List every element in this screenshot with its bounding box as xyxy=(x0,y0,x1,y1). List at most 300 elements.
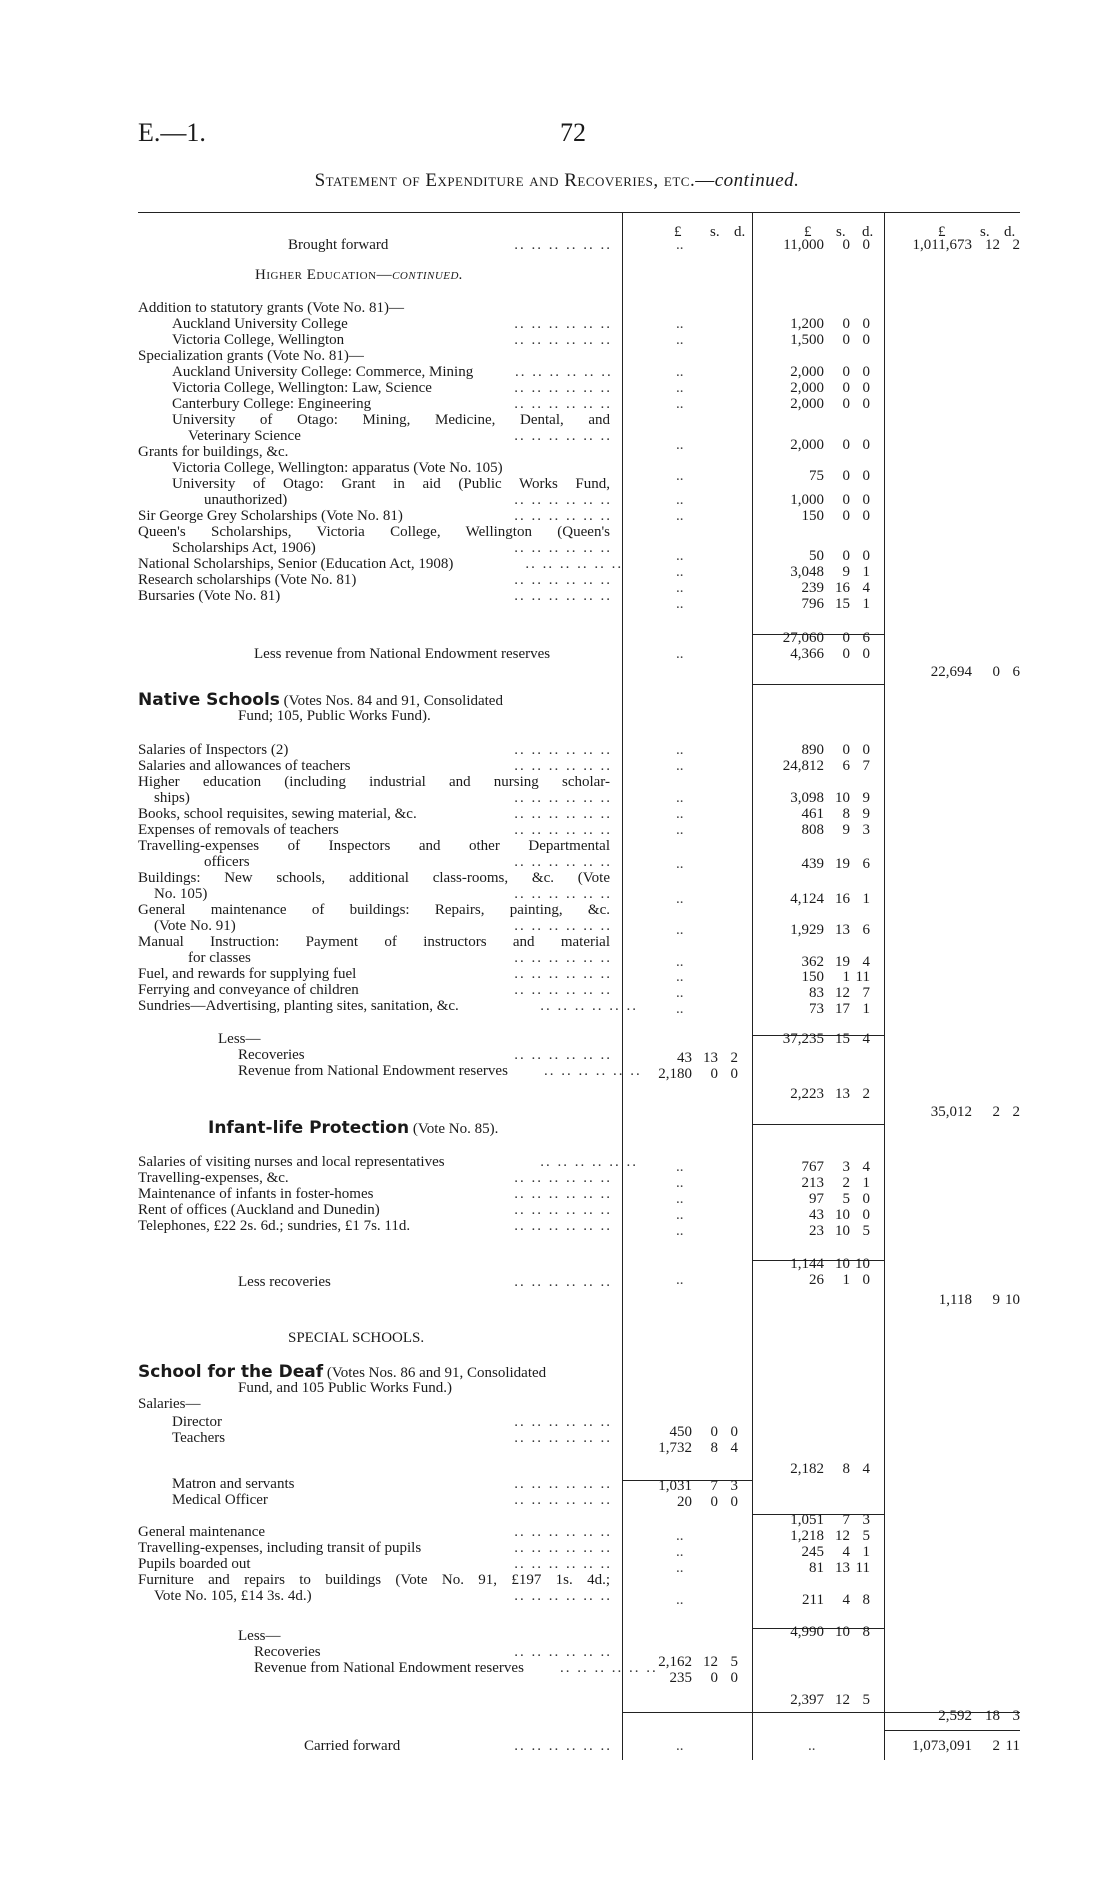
amount-pence: 7 xyxy=(862,758,870,774)
amount-shillings: 18 xyxy=(985,1708,1000,1724)
amount-pence: 11 xyxy=(855,1560,870,1576)
row-label xyxy=(138,1556,251,1573)
empty-col1-dots: .. xyxy=(676,891,684,907)
amount-pence: 9 xyxy=(862,806,870,822)
amount-shillings: 15 xyxy=(835,596,850,612)
row-label xyxy=(172,1430,225,1447)
amount-pounds: 1,118 xyxy=(938,1292,972,1308)
amount-pounds: 808 xyxy=(801,822,824,838)
empty-col1-dots: .. xyxy=(676,646,684,662)
amount-pounds: 97 xyxy=(809,1191,824,1207)
amount-shillings: 0 xyxy=(842,437,850,453)
row-label-text: Victoria College, Wellington: Law, Science xyxy=(172,380,432,396)
row-label xyxy=(138,1524,265,1541)
amount-pounds: 81 xyxy=(809,1560,824,1576)
dot-leader: .. .. .. .. .. .. xyxy=(514,1170,612,1186)
amount-shillings: 9 xyxy=(842,564,850,580)
row-label xyxy=(172,396,371,413)
statement-row xyxy=(0,1492,1114,1509)
amount-pence: 11 xyxy=(855,969,870,985)
amount-shillings: 19 xyxy=(835,856,850,872)
amount-pence: 5 xyxy=(862,1692,870,1708)
statement-row xyxy=(0,332,1114,349)
row-label-text: Revenue from National Endowment reserves xyxy=(238,1063,508,1079)
statement-row xyxy=(0,758,1114,775)
statement-row xyxy=(0,460,1114,477)
amount-pounds: 1,218 xyxy=(790,1528,824,1544)
amount-shillings: 4 xyxy=(842,1592,850,1608)
row-label xyxy=(188,950,251,967)
statement-row xyxy=(0,444,1114,461)
empty-col1-dots: .. xyxy=(676,1175,684,1191)
row-label-text: Research scholarships (Vote No. 81) xyxy=(138,572,357,588)
row-label xyxy=(154,886,207,903)
empty-col1-dots: .. xyxy=(676,380,684,396)
col2-pound-head: £ xyxy=(804,224,812,240)
dot-leader: .. .. .. .. .. .. xyxy=(515,364,613,380)
statement-row xyxy=(0,524,1114,541)
amount-pounds: 1,073,091 xyxy=(912,1738,972,1754)
dot-leader: .. .. .. .. .. .. xyxy=(514,1202,612,1218)
amount-shillings: 0 xyxy=(842,380,850,396)
dot-leader: .. .. .. .. .. .. xyxy=(514,1274,612,1290)
empty-col1-dots: .. xyxy=(676,237,684,253)
amount-shillings: 0 xyxy=(842,630,850,646)
row-label-text: Auckland University College xyxy=(172,316,348,332)
amount-shillings: 1 xyxy=(842,969,850,985)
amount-shillings: 12 xyxy=(985,237,1000,253)
amount-pence: 2 xyxy=(1012,1104,1020,1120)
amount-shillings: 10 xyxy=(835,1223,850,1239)
statement-row xyxy=(0,1476,1114,1493)
statement-row xyxy=(0,1170,1114,1187)
amount-shillings: 0 xyxy=(710,1670,718,1686)
empty-col1-dots: .. xyxy=(676,364,684,380)
amount-shillings: 10 xyxy=(835,1256,850,1272)
amount-pounds: 1,732 xyxy=(658,1440,692,1456)
amount-pence: 6 xyxy=(862,856,870,872)
amount-pounds: 26 xyxy=(809,1272,824,1288)
amount-pence: 1 xyxy=(862,1001,870,1017)
amount-shillings: 8 xyxy=(842,1461,850,1477)
total-rule xyxy=(884,1730,1020,1731)
row-label xyxy=(138,774,610,791)
statement-row xyxy=(0,982,1114,999)
row-label xyxy=(138,348,364,365)
empty-col1-dots: .. xyxy=(676,1272,684,1288)
row-label xyxy=(138,1572,610,1589)
statement-row xyxy=(0,1154,1114,1171)
empty-col1-dots: .. xyxy=(676,1560,684,1576)
row-label xyxy=(138,556,453,573)
dot-leader: .. .. .. .. .. .. xyxy=(514,316,612,332)
statement-row xyxy=(0,742,1114,759)
row-label xyxy=(138,822,339,839)
amount-pounds: 2,000 xyxy=(790,396,824,412)
row-label-text: Victoria College, Wellington: apparatus (Vote No. 105) xyxy=(172,460,503,476)
page-header-code: E.—1. xyxy=(138,118,206,147)
amount-pence: 0 xyxy=(862,1191,870,1207)
row-label-text: Travelling-expenses of Inspectors and other Departmental xyxy=(138,838,610,854)
row-label-text: unauthorized) xyxy=(204,492,288,508)
statement-row xyxy=(0,1540,1114,1557)
statement-row xyxy=(0,1330,1114,1347)
empty-col1-dots: .. xyxy=(676,492,684,508)
amount-shillings: 15 xyxy=(835,1031,850,1047)
dot-leader: .. .. .. .. .. .. xyxy=(514,492,612,508)
amount-pence: 1 xyxy=(862,891,870,907)
amount-pounds: 4,124 xyxy=(790,891,824,907)
empty-col1-dots: .. xyxy=(676,1191,684,1207)
row-label-text: Less revenue from National Endowment reserves xyxy=(254,646,551,662)
dot-leader: .. .. .. .. .. .. xyxy=(514,1524,612,1540)
statement-row xyxy=(0,1047,1114,1064)
amount-pence: 9 xyxy=(862,790,870,806)
table-top-rule xyxy=(138,212,1020,213)
amount-shillings: 0 xyxy=(842,646,850,662)
col3-pound-head: £ xyxy=(938,224,946,240)
dot-leader: .. .. .. .. .. .. xyxy=(514,1556,612,1572)
row-label xyxy=(288,1330,424,1347)
amount-pence: 8 xyxy=(862,1624,870,1640)
empty-col1-dots: .. xyxy=(676,742,684,758)
empty-col1-dots: .. xyxy=(676,969,684,985)
amount-pence: 4 xyxy=(862,580,870,596)
row-label-text: Medical Officer xyxy=(172,1492,268,1508)
row-label-text: Bursaries (Vote No. 81) xyxy=(138,588,281,604)
row-label-text: General maintenance xyxy=(138,1524,266,1540)
row-label-text: Furniture and repairs to buildings (Vote No. 91, £197 1s. 4d.; xyxy=(138,1572,610,1588)
row-label xyxy=(172,540,316,557)
row-label xyxy=(138,982,359,999)
row-label xyxy=(154,1588,312,1605)
amount-pence: 7 xyxy=(862,985,870,1001)
row-label xyxy=(138,1170,289,1187)
amount-pence: 0 xyxy=(862,742,870,758)
amount-pounds: 2,180 xyxy=(658,1066,692,1082)
statement-row xyxy=(0,950,1114,967)
amount-pounds: 2,397 xyxy=(790,1692,824,1708)
row-label-text: Scholarships Act, 1906) xyxy=(172,540,316,556)
row-label-text: Veterinary Science xyxy=(188,428,301,444)
row-label-text: Less— xyxy=(238,1628,281,1644)
statement-row xyxy=(0,870,1114,887)
statement-row xyxy=(0,396,1114,413)
row-label xyxy=(254,1644,321,1661)
statement-row xyxy=(0,692,1114,709)
statement-row xyxy=(0,1120,1114,1137)
page-title xyxy=(0,170,1114,192)
row-label xyxy=(288,237,388,254)
dot-leader: .. .. .. .. .. .. xyxy=(514,572,612,588)
row-label-text: for classes xyxy=(188,950,251,966)
dot-leader: .. .. .. .. .. .. xyxy=(514,758,612,774)
dot-leader: .. .. .. .. .. .. xyxy=(560,1660,658,1676)
row-label-text: Teachers xyxy=(172,1430,226,1446)
amount-pence: 0 xyxy=(862,437,870,453)
amount-pounds: 890 xyxy=(801,742,824,758)
row-label-text: officers xyxy=(204,854,250,870)
amount-shillings: 0 xyxy=(842,364,850,380)
row-label-text: Sundries—Advertising, planting sites, sanitation, &c. xyxy=(138,998,459,1014)
amount-shillings: 3 xyxy=(842,1159,850,1175)
dot-leader: .. .. .. .. .. .. xyxy=(544,1063,642,1079)
row-label-text: Recoveries xyxy=(254,1644,321,1660)
amount-pounds: 1,000 xyxy=(790,492,824,508)
amount-pence: 0 xyxy=(862,237,870,253)
empty-col1-dots: .. xyxy=(676,1528,684,1544)
amount-shillings: 16 xyxy=(835,891,850,907)
dot-leader: .. .. .. .. .. .. xyxy=(514,886,612,902)
row-label xyxy=(172,380,432,397)
amount-pounds: 1,200 xyxy=(790,316,824,332)
amount-pence: 0 xyxy=(862,364,870,380)
row-label-text: Manual Instruction: Payment of instructors and material xyxy=(138,934,610,950)
amount-pounds: 2,000 xyxy=(790,437,824,453)
empty-col1-dots: .. xyxy=(676,316,684,332)
row-label-text: Fuel, and rewards for supplying fuel xyxy=(138,966,357,982)
amount-shillings: 0 xyxy=(842,492,850,508)
dot-leader: .. .. .. .. .. .. xyxy=(540,998,638,1014)
row-label xyxy=(218,1031,261,1048)
empty-col1-dots: .. xyxy=(676,856,684,872)
amount-pence: 4 xyxy=(730,1440,738,1456)
amount-pence: 0 xyxy=(730,1494,738,1510)
amount-pence: 0 xyxy=(862,1272,870,1288)
statement-row xyxy=(0,934,1114,951)
row-label xyxy=(138,300,404,317)
dot-leader: .. .. .. .. .. .. xyxy=(514,1644,612,1660)
row-label xyxy=(172,1414,222,1431)
amount-shillings: 9 xyxy=(992,1292,1000,1308)
amount-shillings: 2 xyxy=(992,1104,1000,1120)
statement-row xyxy=(0,300,1114,317)
row-label xyxy=(172,460,503,477)
amount-pounds: 796 xyxy=(801,596,824,612)
row-label xyxy=(204,492,287,509)
statement-row xyxy=(0,790,1114,807)
dot-leader: .. .. .. .. .. .. xyxy=(514,1738,612,1754)
amount-shillings: 9 xyxy=(842,822,850,838)
col1-pound-head: £ xyxy=(674,224,682,240)
statement-row xyxy=(0,1364,1114,1381)
amount-pounds: 150 xyxy=(801,508,824,524)
row-label xyxy=(188,428,301,445)
amount-shillings: 1 xyxy=(842,1272,850,1288)
dot-leader: .. .. .. .. .. .. xyxy=(525,556,624,572)
dot-leader: .. .. .. .. .. .. xyxy=(514,1414,612,1430)
row-label xyxy=(138,572,356,589)
amount-pounds: 3,048 xyxy=(790,564,824,580)
amount-pence: 4 xyxy=(862,954,870,970)
row-label xyxy=(138,1218,410,1235)
col1-pence-head: d. xyxy=(734,224,746,240)
statement-row xyxy=(0,540,1114,557)
row-label xyxy=(172,332,344,349)
amount-pounds: 213 xyxy=(801,1175,824,1191)
amount-pounds: 1,031 xyxy=(658,1478,692,1494)
row-label-text: Books, school requisites, sewing material, &c. xyxy=(138,806,417,822)
amount-pence: 0 xyxy=(862,548,870,564)
empty-col1-dots: .. xyxy=(676,1544,684,1560)
statement-row xyxy=(0,854,1114,871)
statement-row xyxy=(0,1218,1114,1235)
empty-col1-dots: .. xyxy=(676,985,684,1001)
statement-row xyxy=(0,1414,1114,1431)
row-label xyxy=(138,742,288,759)
statement-row xyxy=(0,838,1114,855)
row-label-text: Telephones, £22 2s. 6d.; sundries, £1 7s. 11d. xyxy=(138,1218,411,1234)
empty-col1-dots: .. xyxy=(676,1223,684,1239)
amount-pounds: 2,223 xyxy=(790,1086,824,1102)
row-label xyxy=(304,1738,400,1755)
amount-pounds: 37,235 xyxy=(782,1031,824,1047)
row-label xyxy=(138,444,288,461)
amount-pence: 1 xyxy=(862,596,870,612)
row-label xyxy=(138,508,403,525)
amount-shillings: 17 xyxy=(835,1001,850,1017)
row-label-text: National Scholarships, Senior (Education Act, 1908) xyxy=(138,556,454,572)
row-label-text: Buildings: New schools, additional class-rooms, &c. (Vote xyxy=(138,870,610,886)
empty-col1-dots: .. xyxy=(676,596,684,612)
row-label xyxy=(238,1274,331,1291)
empty-col1-dots: .. xyxy=(676,548,684,564)
statement-row xyxy=(0,1628,1114,1645)
dot-leader: .. .. .. .. .. .. xyxy=(514,966,612,982)
amount-pounds: 362 xyxy=(801,954,824,970)
amount-pence: 6 xyxy=(862,630,870,646)
amount-pence: 3 xyxy=(730,1478,738,1494)
statement-row xyxy=(0,1396,1114,1413)
amount-pounds: 11,000 xyxy=(783,237,824,253)
col1-shilling-head: s. xyxy=(710,224,720,240)
row-label xyxy=(154,790,190,807)
dot-leader: .. .. .. .. .. .. xyxy=(514,428,612,444)
row-label-text: Brought forward xyxy=(288,237,389,253)
amount-pence: 0 xyxy=(862,316,870,332)
row-label-text: Salaries of Inspectors (2) xyxy=(138,742,289,758)
row-label-text: Recoveries xyxy=(238,1047,305,1063)
statement-row xyxy=(0,316,1114,333)
dot-leader: .. .. .. .. .. .. xyxy=(514,1047,612,1063)
empty-col1-dots: .. xyxy=(676,790,684,806)
amount-pence: 1 xyxy=(862,1175,870,1191)
row-label-text: Higher Education— xyxy=(255,267,393,283)
section-heading-note: (Votes Nos. 84 and 91, Consolidated xyxy=(279,693,503,709)
amount-pence: 0 xyxy=(862,492,870,508)
dot-leader: .. .. .. .. .. .. xyxy=(514,237,612,253)
amount-pence: 1 xyxy=(862,1544,870,1560)
statement-row xyxy=(0,1430,1114,1447)
dot-leader: .. .. .. .. .. .. xyxy=(514,1218,612,1234)
empty-col1-dots: .. xyxy=(676,1592,684,1608)
empty-col1-dots: .. xyxy=(676,1738,684,1754)
statement-row xyxy=(0,380,1114,397)
row-label xyxy=(254,646,550,663)
section-heading-title: Native Schools xyxy=(138,690,280,710)
row-label-text: Director xyxy=(172,1414,222,1430)
amount-shillings: 7 xyxy=(710,1478,718,1494)
row-label xyxy=(204,854,250,871)
section-heading-title: School for the Deaf xyxy=(138,1362,324,1382)
statement-row xyxy=(0,1202,1114,1219)
amount-shillings: 13 xyxy=(703,1050,718,1066)
row-label-text: Salaries of visiting nurses and local representatives xyxy=(138,1154,445,1170)
row-label-text: General maintenance of buildings: Repairs, painting, &c. xyxy=(138,902,610,918)
amount-shillings: 0 xyxy=(842,237,850,253)
row-label xyxy=(138,1202,380,1219)
amount-shillings: 5 xyxy=(842,1191,850,1207)
col2-pence-head: d. xyxy=(862,224,874,240)
statement-row xyxy=(0,1274,1114,1291)
amount-pence: 6 xyxy=(1012,664,1020,680)
dot-leader: .. .. .. .. .. .. xyxy=(514,918,612,934)
amount-pounds: 2,000 xyxy=(790,364,824,380)
row-label-text: Higher education (including industrial and nursing scholar- xyxy=(138,774,610,790)
row-label-text: Sir George Grey Scholarships (Vote No. 81) xyxy=(138,508,403,524)
col3-pence-head: d. xyxy=(1004,224,1016,240)
amount-shillings: 2 xyxy=(842,1175,850,1191)
empty-col1-dots: .. xyxy=(676,564,684,580)
amount-pounds: 1,051 xyxy=(790,1512,824,1528)
empty-col1-dots: .. xyxy=(676,922,684,938)
amount-pounds: 1,929 xyxy=(790,922,824,938)
statement-row xyxy=(0,1186,1114,1203)
dot-leader: .. .. .. .. .. .. xyxy=(514,508,612,524)
row-label xyxy=(238,708,431,725)
amount-pounds: 767 xyxy=(801,1159,824,1175)
subtotal-rule xyxy=(752,684,884,685)
section-heading-title: Infant-life Protection xyxy=(208,1118,410,1138)
amount-pounds: 1,011,673 xyxy=(912,237,972,253)
row-label xyxy=(138,758,350,775)
row-label-text: Queen's Scholarships, Victoria College, Wellington (Queen's xyxy=(138,524,610,540)
amount-shillings: 0 xyxy=(710,1494,718,1510)
amount-pounds: 43 xyxy=(809,1207,824,1223)
amount-pence: 4 xyxy=(862,1031,870,1047)
statement-row xyxy=(0,1660,1114,1677)
amount-pounds: 75 xyxy=(809,468,824,484)
amount-pence: 10 xyxy=(855,1256,870,1272)
title-main: Statement of Expenditure and Recoveries, etc.— xyxy=(314,170,715,191)
row-label-text: Victoria College, Wellington xyxy=(172,332,345,348)
amount-pounds: 35,012 xyxy=(930,1104,972,1120)
dot-leader: .. .. .. .. .. .. xyxy=(514,540,612,556)
row-label xyxy=(138,902,610,919)
row-label xyxy=(238,1063,508,1080)
row-label xyxy=(172,412,610,429)
amount-pence: 5 xyxy=(862,1223,870,1239)
amount-shillings: 13 xyxy=(835,1560,850,1576)
row-label-text: Salaries and allowances of teachers xyxy=(138,758,351,774)
amount-pounds: 1,144 xyxy=(790,1256,824,1272)
row-label xyxy=(138,1186,373,1203)
amount-shillings: 6 xyxy=(842,758,850,774)
amount-pence: 5 xyxy=(730,1654,738,1670)
amount-shillings: 8 xyxy=(710,1440,718,1456)
amount-pence: 0 xyxy=(730,1066,738,1082)
amount-shillings: 2 xyxy=(992,1738,1000,1754)
amount-pence: 2 xyxy=(1012,237,1020,253)
row-label xyxy=(172,1476,294,1493)
row-label xyxy=(138,998,459,1015)
dot-leader: .. .. .. .. .. .. xyxy=(514,332,612,348)
amount-pence: 2 xyxy=(862,1086,870,1102)
statement-row xyxy=(0,998,1114,1015)
amount-shillings: 10 xyxy=(835,1207,850,1223)
amount-pence: 3 xyxy=(862,1512,870,1528)
row-label-text: Rent of offices (Auckland and Dunedin) xyxy=(138,1202,380,1218)
